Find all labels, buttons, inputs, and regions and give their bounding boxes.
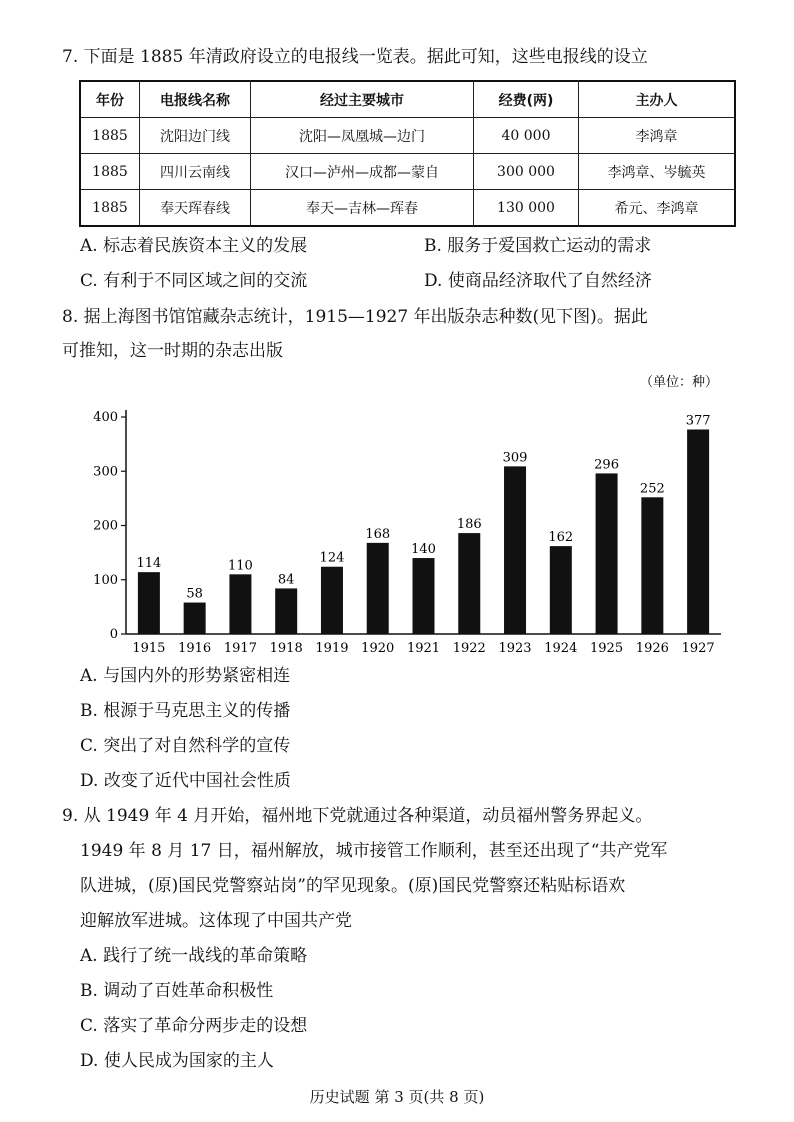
q9-stem-line4: 迎解放军进城。这体现了中国共产党 <box>80 911 352 931</box>
q8-stem-line2: 可推知，这一时期的杂志出版 <box>62 341 283 361</box>
q9-option-c: C. 落实了革命分两步走的设想 <box>80 1016 308 1036</box>
x-tick-label: 1927 <box>681 641 715 656</box>
cell-cost: 130 000 <box>474 190 579 227</box>
bar-value-label: 186 <box>456 517 482 533</box>
x-tick-label: 1923 <box>498 641 532 656</box>
bar-value-label: 124 <box>319 550 345 566</box>
cell-line-name: 奉天珲春线 <box>140 190 251 227</box>
cell-cost: 300 000 <box>474 154 579 190</box>
th-year: 年份 <box>80 81 140 118</box>
bar-value-label: 110 <box>228 558 253 574</box>
cell-organizer: 希元、李鸿章 <box>579 190 736 227</box>
cell-year: 1885 <box>80 118 140 154</box>
q7-stem: 7. 下面是 1885 年清政府设立的电报线一览表。据此可知，这些电报线的设立 <box>62 47 648 67</box>
q8-stem-line1: 8. 据上海图书馆馆藏杂志统计，1915—1927 年出版杂志种数(见下图)。据此 <box>62 307 648 327</box>
x-tick-label: 1916 <box>178 641 212 656</box>
bar-1922 <box>458 533 480 634</box>
cell-line-name: 四川云南线 <box>140 154 251 190</box>
bar-1923 <box>504 466 526 634</box>
y-tick-label: 100 <box>93 572 118 588</box>
q8-option-d: D. 改变了近代中国社会性质 <box>80 771 291 791</box>
page-footer: 历史试题 第 3 页(共 8 页) <box>309 1088 485 1106</box>
cell-line-name: 沈阳边门线 <box>140 118 251 154</box>
y-tick-label: 200 <box>93 518 118 534</box>
th-cities: 经过主要城市 <box>251 81 474 118</box>
telegraph-table <box>79 80 736 227</box>
x-tick-label: 1920 <box>361 641 395 656</box>
x-tick-label: 1921 <box>406 641 441 656</box>
bar-1916 <box>184 603 206 634</box>
q8-option-a: A. 与国内外的形势紧密相连 <box>80 666 291 686</box>
cell-cost: 40 000 <box>474 118 579 154</box>
cell-year: 1885 <box>80 190 140 227</box>
bar-1925 <box>596 473 618 634</box>
q8-option-c: C. 突出了对自然科学的宣传 <box>80 736 291 756</box>
bar-value-label: 58 <box>186 586 203 602</box>
bar-1917 <box>229 574 251 634</box>
table-row <box>80 118 735 154</box>
bar-1915 <box>138 572 160 634</box>
bar-1924 <box>550 546 572 634</box>
q9-option-d: D. 使人民成为国家的主人 <box>80 1051 274 1071</box>
bar-1926 <box>641 497 663 634</box>
q9-option-b: B. 调动了百姓革命积极性 <box>80 981 274 1001</box>
x-tick-label: 1924 <box>544 641 578 656</box>
bar-value-label: 114 <box>136 556 162 572</box>
q8-option-b: B. 根源于马克思主义的传播 <box>80 701 291 721</box>
th-line-name: 电报线名称 <box>140 81 251 118</box>
q9-stem-line3: 队进城，(原)国民党警察站岗”的罕见现象。(原)国民党警察还粘贴标语欢 <box>80 876 626 896</box>
x-tick-label: 1919 <box>315 641 349 656</box>
bar-value-label: 252 <box>639 481 665 497</box>
x-tick-label: 1925 <box>590 641 624 656</box>
x-tick-label: 1917 <box>223 641 257 656</box>
x-tick-label: 1915 <box>132 641 166 656</box>
bar-1921 <box>413 558 435 634</box>
bar-value-label: 296 <box>594 457 619 473</box>
q7-option-a: A. 标志着民族资本主义的发展 <box>80 236 308 256</box>
q9-stem-line2: 1949 年 8 月 17 日，福州解放，城市接管工作顺利，甚至还出现了“共产党军 <box>80 841 668 861</box>
cell-cities: 沈阳—凤凰城—边门 <box>251 118 474 154</box>
q7-option-b: B. 服务于爱国救亡运动的需求 <box>424 236 652 256</box>
x-tick-label: 1918 <box>269 641 303 656</box>
x-tick-label: 1926 <box>635 641 669 656</box>
bar-1920 <box>367 543 389 634</box>
bar-value-label: 84 <box>277 572 295 588</box>
th-organizer: 主办人 <box>579 81 736 118</box>
table-row <box>80 190 735 227</box>
q9-stem-line1: 9. 从 1949 年 4 月开始，福州地下党就通过各种渠道，动员福州警务界起义。 <box>62 806 653 826</box>
bar-value-label: 168 <box>365 526 391 542</box>
q7-option-c: C. 有利于不同区域之间的交流 <box>80 271 308 291</box>
table-header-row <box>80 81 735 118</box>
cell-cities: 奉天—吉林—珲春 <box>251 190 474 227</box>
cell-organizer: 李鸿章、岑毓英 <box>579 154 736 190</box>
table-row <box>80 154 735 190</box>
bar-1918 <box>275 588 297 634</box>
bar-value-label: 140 <box>411 542 436 558</box>
bar-value-label: 377 <box>685 413 711 429</box>
y-tick-label: 300 <box>93 464 118 480</box>
y-tick-label: 400 <box>93 410 118 425</box>
chart-unit-label: （单位：种） <box>639 375 718 390</box>
cell-organizer: 李鸿章 <box>579 118 736 154</box>
cell-year: 1885 <box>80 154 140 190</box>
y-tick-label: 0 <box>109 627 118 642</box>
q7-option-d: D. 使商品经济取代了自然经济 <box>424 271 652 291</box>
bar-1919 <box>321 567 343 634</box>
x-tick-label: 1922 <box>452 641 486 656</box>
magazine-bar-chart <box>93 370 736 660</box>
cell-cities: 汉口—泸州—成都—蒙自 <box>251 154 474 190</box>
q9-option-a: A. 践行了统一战线的革命策略 <box>80 946 308 966</box>
bar-1927 <box>687 429 709 634</box>
bar-value-label: 309 <box>502 450 528 466</box>
bar-value-label: 162 <box>548 530 574 546</box>
th-cost: 经费(两) <box>474 81 579 118</box>
